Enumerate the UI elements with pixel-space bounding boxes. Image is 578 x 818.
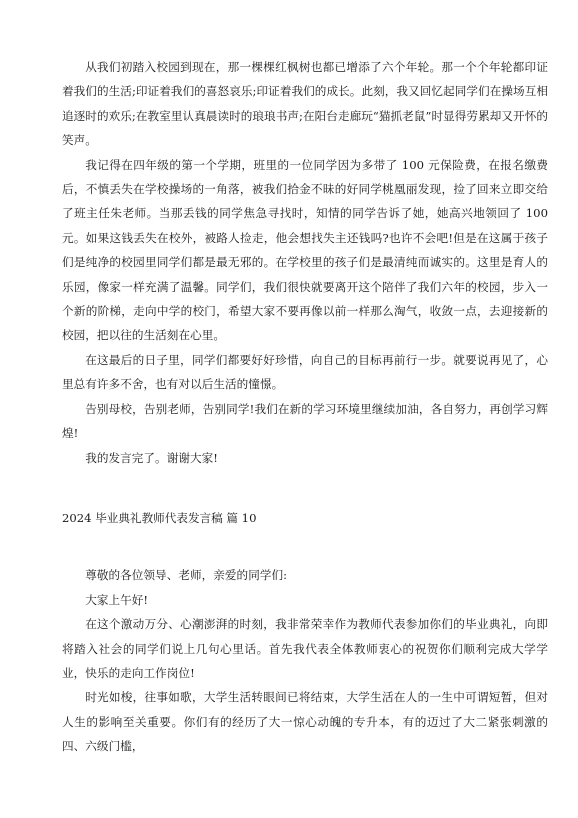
paragraph-2: 我记得在四年级的第一个学期，班里的一位同学因为多带了 100 元保险费，在报名缴费后，不慎丢失在学校操场的一角落，被我们拾金不昧的好同学桃凰丽发现，捡了回来立即交给了班主任朱老师。当那丢钱的同学焦急寻找时，知情的同学告诉了她，她高兴地领回了 100 元。如果这钱丢失在校外，被路人捡走，他会想找失主还钱吗?也许不会吧!但是在这属于孩子们是纯净的校园里同学们都是最无邪的。在学校里的孩子们是最清纯而诚实的。这里是育人的乐园，像家一样充满了温馨。同学们，我们很快就要离开这个陪伴了我们六年的校园，步入一个新的阶梯，走向中学的校门，希望大家不要再像以前一样那么淘气，收敛一点，去迎接新的校园，把以往的生活刻在心里。 (62, 157, 548, 343)
document-page (62, 55, 548, 759)
paragraph-4: 告别母校，告别老师，告别同学!我们在新的学习环境里继续加油，各自努力，再创学习辉煌! (62, 401, 548, 441)
paragraph-1: 从我们初踏入校园到现在，那一棵棵红枫树也都已增添了六个年轮。那一个个年轮都印证着我们的生活;印证着我们的喜怒哀乐;印证着我们的成长。此刻，我又回忆起同学们在操场互相追逐时的欢乐;在教室里认真晨读时的琅琅书声;在阳台走廊玩“猫抓老鼠”时显得劳累却又开怀的笑声。 (62, 60, 548, 148)
paragraph-3: 在这最后的日子里，同学们都要好好珍惜，向自己的目标再前行一步。就要说再见了，心里总有许多不舍，也有对以后生活的憧憬。 (62, 352, 548, 392)
spacer (62, 530, 548, 563)
paragraph-6: 在这个激动万分、心潮澎湃的时刻，我非常荣幸作为教师代表参加你们的毕业典礼，向即将踏入社会的同学们说上几句心里话。首先我代表全体教师衷心的祝贺你们顺利完成大学学业，快乐的走向工作岗位! (62, 617, 548, 680)
section-heading: 2024 毕业典礼教师代表发言稿 篇 10 (62, 510, 257, 525)
salutation: 尊敬的各位领导、老师，亲爱的同学们: (85, 568, 288, 583)
greeting: 大家上午好! (85, 592, 149, 607)
spacer (62, 470, 548, 506)
paragraph-5: 我的发言完了。谢谢大家! (85, 450, 218, 465)
paragraph-7: 时光如梭，往事如歌，大学生活转眼间已将结束，大学生活在人的一生中可谓短暂，但对人生的影响至关重要。你们有的经历了大一惊心动魄的专升本，有的迈过了大二紧张刺激的四、六级门槛， (62, 690, 548, 754)
